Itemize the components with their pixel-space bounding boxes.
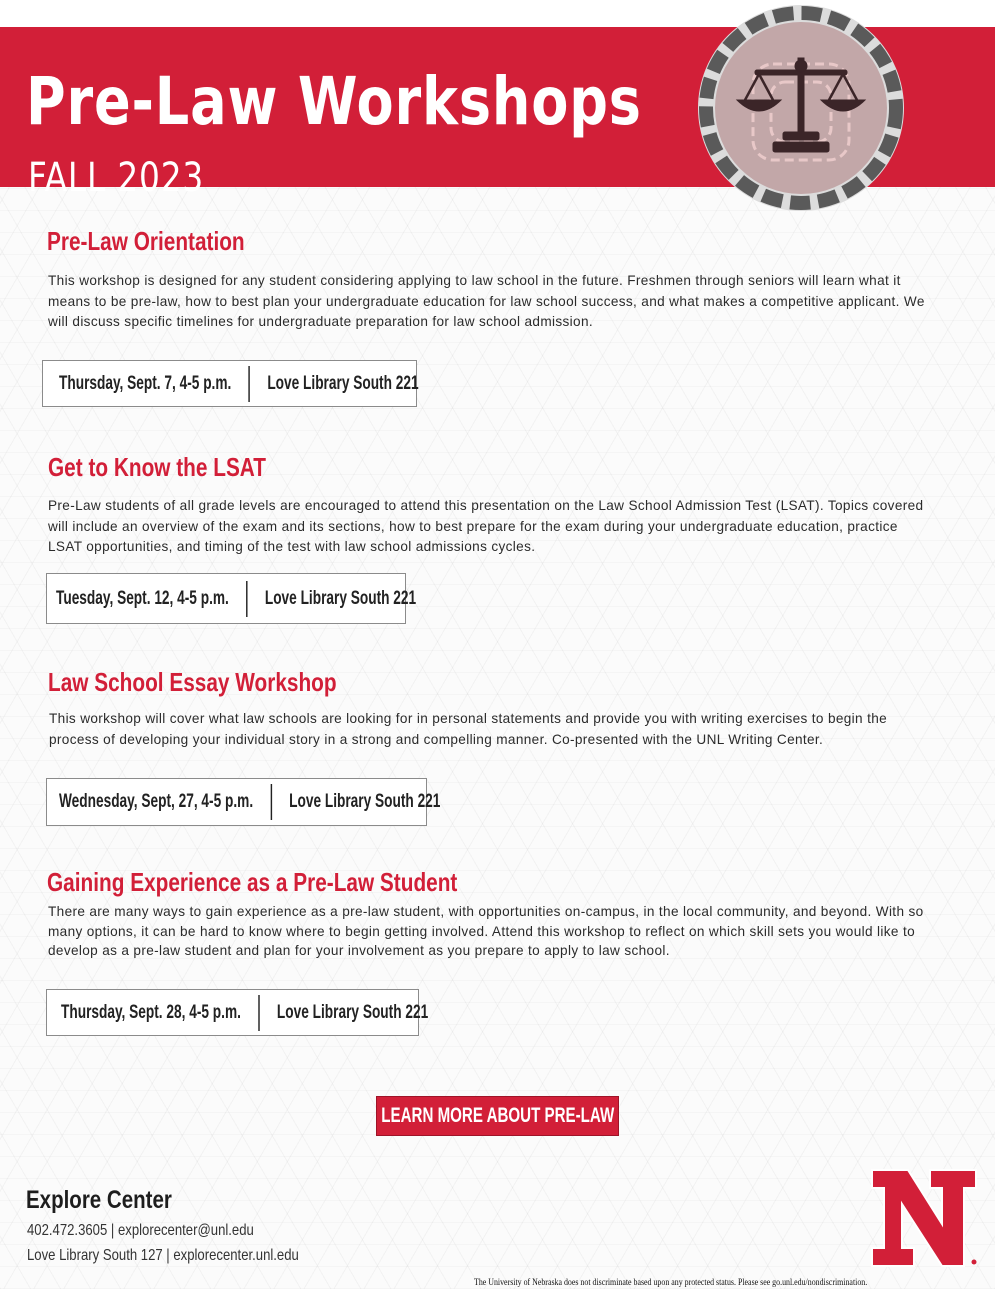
workshop-location: Love Library South 221 xyxy=(267,372,419,394)
footer-disclaimer: The University of Nebraska does not discriminate based upon any protected status. Please see go.unl.edu/nondiscrimination. xyxy=(474,1277,868,1287)
workshop-description: This workshop is designed for any student considering applying to law school in the future. Freshmen through seniors will learn what it means to be pre-law, how to best plan your undergraduate education for law school success, and what makes a competitive applicant. We will discuss specific timelines for undergraduate preparation for law school admission. xyxy=(48,273,925,329)
workshop-info-box xyxy=(46,573,417,624)
footer-org-name: Explore Center xyxy=(26,1186,172,1214)
learn-more-button[interactable] xyxy=(376,1096,619,1136)
workshop-info-box xyxy=(46,778,441,826)
workshop-location: Love Library South 221 xyxy=(289,791,441,812)
workshop-location: Love Library South 221 xyxy=(264,587,417,609)
divider xyxy=(249,366,250,402)
workshop-location: Love Library South 221 xyxy=(276,1001,429,1023)
workshop-title: Gaining Experience as a Pre-Law Student xyxy=(47,867,458,897)
workshop-title: Get to Know the LSAT xyxy=(48,452,266,482)
page-subtitle: FALL 2023 xyxy=(28,155,205,201)
footer-contact: 402.472.3605 | explorecenter@unl.edu xyxy=(27,1222,254,1239)
workshop-date: Thursday, Sept. 7, 4-5 p.m. xyxy=(59,372,232,394)
workshop-description: Pre-Law students of all grade levels are encouraged to attend this presentation on the Law School Admission Test (LSAT). Topics covered will include an overview of the exam and its sections, how to best prepare for the exam during your undergraduate education, practice LSAT opportunities, and timing of the test with law school admissions cycles. xyxy=(48,498,924,554)
workshop-title: Pre-Law Orientation xyxy=(47,226,245,256)
footer-address: Love Library South 127 | explorecenter.unl.edu xyxy=(27,1247,299,1264)
workshop-title: Law School Essay Workshop xyxy=(48,667,337,697)
workshop-description: This workshop will cover what law schools are looking for in personal statements and provide you with writing exercises to begin the process of developing your individual story in a strong and compelling manner. Co-presented with the UNL Writing Center. xyxy=(49,711,888,747)
divider xyxy=(246,581,247,617)
page-title: Pre-Law Workshops xyxy=(26,63,642,140)
workshop-date: Wednesday, Sept, 27, 4-5 p.m. xyxy=(59,791,254,812)
nebraska-n-logo xyxy=(868,1166,980,1270)
divider xyxy=(270,784,271,820)
workshop-date: Tuesday, Sept. 12, 4-5 p.m. xyxy=(56,587,229,609)
workshop-info-box xyxy=(42,360,417,407)
scales-of-justice-icon xyxy=(693,4,909,212)
workshop-date: Thursday, Sept. 28, 4-5 p.m. xyxy=(61,1001,241,1023)
workshop-description: There are many ways to gain experience as a pre-law student, with opportunities on-campus, in the local community, and beyond. With so many options, it can be hard to know where to begin getting involved. Attend this workshop to reflect on which skill sets you would like to develop as a pre-law student and plan for your involvement as you prepare to apply to law school. xyxy=(48,904,924,958)
divider xyxy=(258,995,259,1031)
workshop-info-box xyxy=(46,989,429,1036)
learn-more-label: LEARN MORE ABOUT PRE-LAW xyxy=(381,1104,614,1127)
